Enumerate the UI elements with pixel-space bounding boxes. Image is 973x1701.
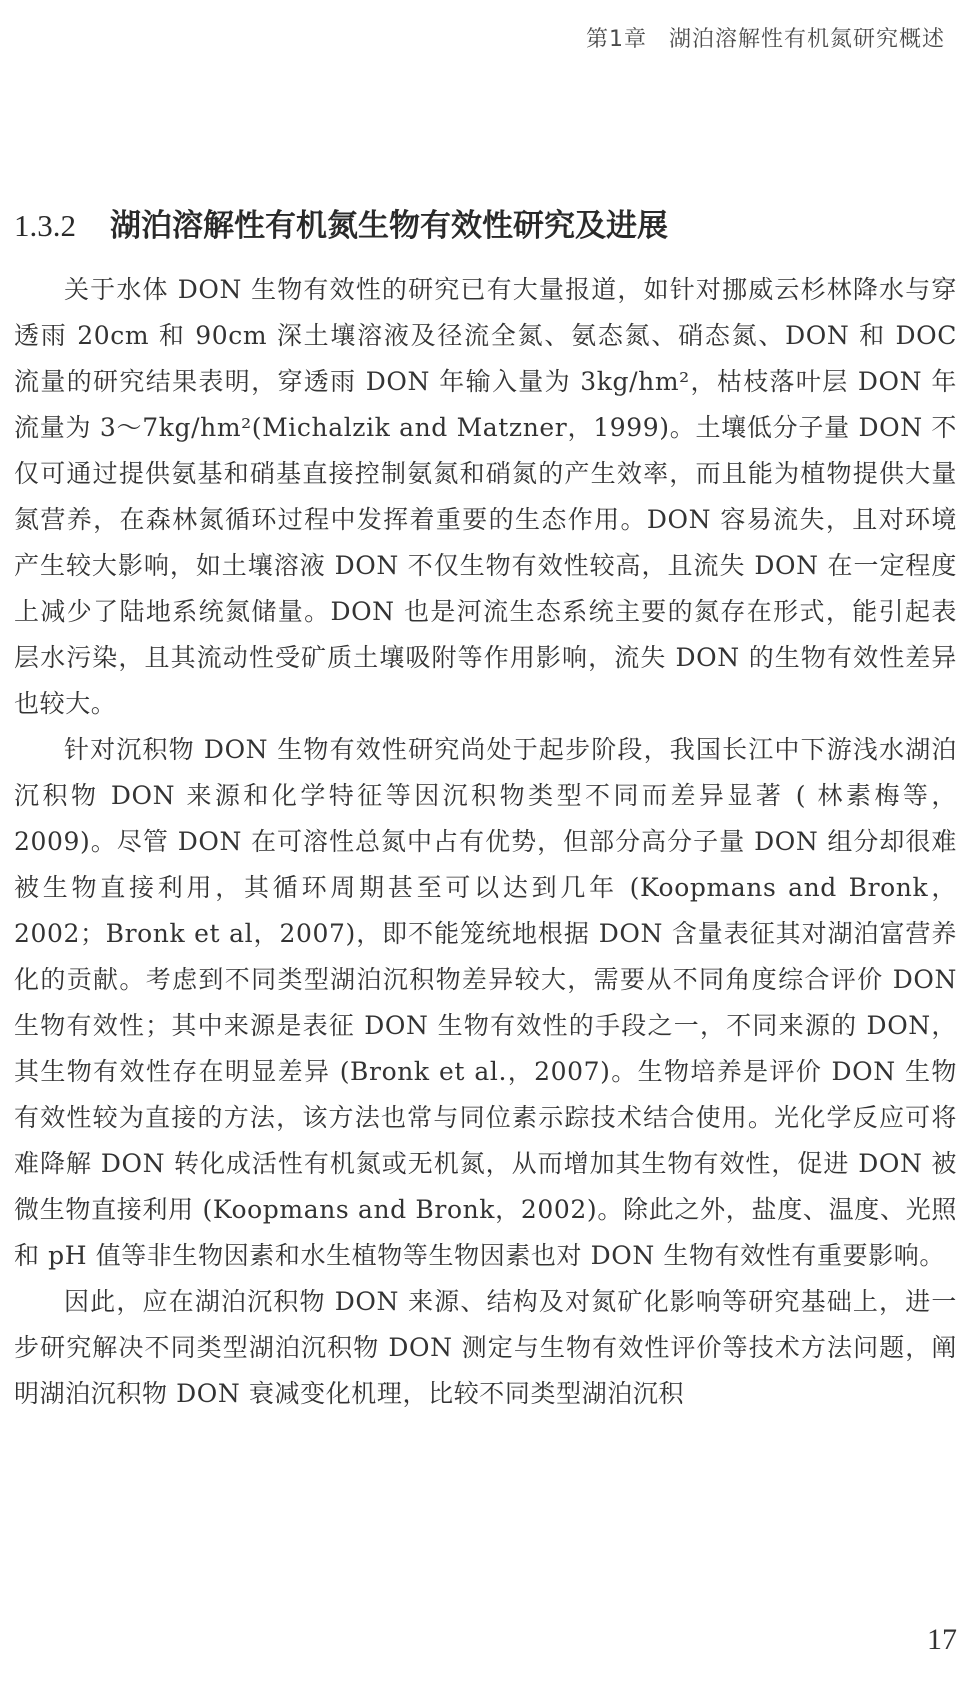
paragraph: 关于水体 DON 生物有效性的研究已有大量报道，如针对挪威云杉林降水与穿透雨 20cm 和 90cm 深土壤溶液及径流全氮、氨态氮、硝态氮、DON 和 DOC 流量的研究结果表明，穿透雨 DON 年输入量为 3kg/hm²，枯枝落叶层 DON 年流量为 3～7kg/hm²(Michalzik and Matzner，1999)。土壤低分子量 DON 不仅可通过提供氨基和硝基直接控制氨氮和硝氮的产生效率，而且能为植物提供大量氮营养，在森林氮循环过程中发挥着重要的生态作用。DON 容易流失，且对环境产生较大影响，如土壤溶液 DON 不仅生物有效性较高，且流失 DON 在一定程度上减少了陆地系统氮储量。DON 也是河流生态系统主要的氮存在形式，能引起表层水污染，且其流动性受矿质土壤吸附等作用影响，流失 DON 的生物有效性差异也较大。 xyxy=(14,275,957,718)
body-text xyxy=(14,267,957,1417)
page-number: 17 xyxy=(927,1623,957,1656)
chapter-label: 第1章 xyxy=(585,27,647,52)
section-number: 1.3.2 xyxy=(14,208,76,243)
section-title: 湖泊溶解性有机氮生物有效性研究及进展 xyxy=(110,208,668,244)
paragraph: 因此，应在湖泊沉积物 DON 来源、结构及对氮矿化影响等研究基础上，进一步研究解决不同类型湖泊沉积物 DON 测定与生物有效性评价等技术方法问题，阐明湖泊沉积物 DON 衰减变化机理，比较不同类型湖泊沉积 xyxy=(14,1287,957,1408)
chapter-title: 湖泊溶解性有机氮研究概述 xyxy=(668,27,945,52)
running-header xyxy=(586,22,945,53)
paragraph: 针对沉积物 DON 生物有效性研究尚处于起步阶段，我国长江中下游浅水湖泊沉积物 DON 来源和化学特征等因沉积物类型不同而差异显著 ( 林素梅等，2009)。尽管 DON 在可溶性总氮中占有优势，但部分高分子量 DON 组分却很难被生物直接利用，其循环周期甚至可以达到几年 (Koopmans and Bronk，2002；Bronk et al，2007)，即不能笼统地根据 DON 含量表征其对湖泊富营养化的贡献。考虑到不同类型湖泊沉积物差异较大，需要从不同角度综合评价 DON 生物有效性；其中来源是表征 DON 生物有效性的手段之一，不同来源的 DON，其生物有效性存在明显差异 (Bronk et al.，2007)。生物培养是评价 DON 生物有效性较为直接的方法，该方法也常与同位素示踪技术结合使用。光化学反应可将难降解 DON 转化成活性有机氮或无机氮，从而增加其生物有效性，促进 DON 被微生物直接利用 (Koopmans and Bronk，2002)。除此之外，盐度、温度、光照和 pH 值等非生物因素和水生植物等生物因素也对 DON 生物有效性有重要影响。 xyxy=(14,735,957,1270)
section-heading xyxy=(14,200,668,245)
